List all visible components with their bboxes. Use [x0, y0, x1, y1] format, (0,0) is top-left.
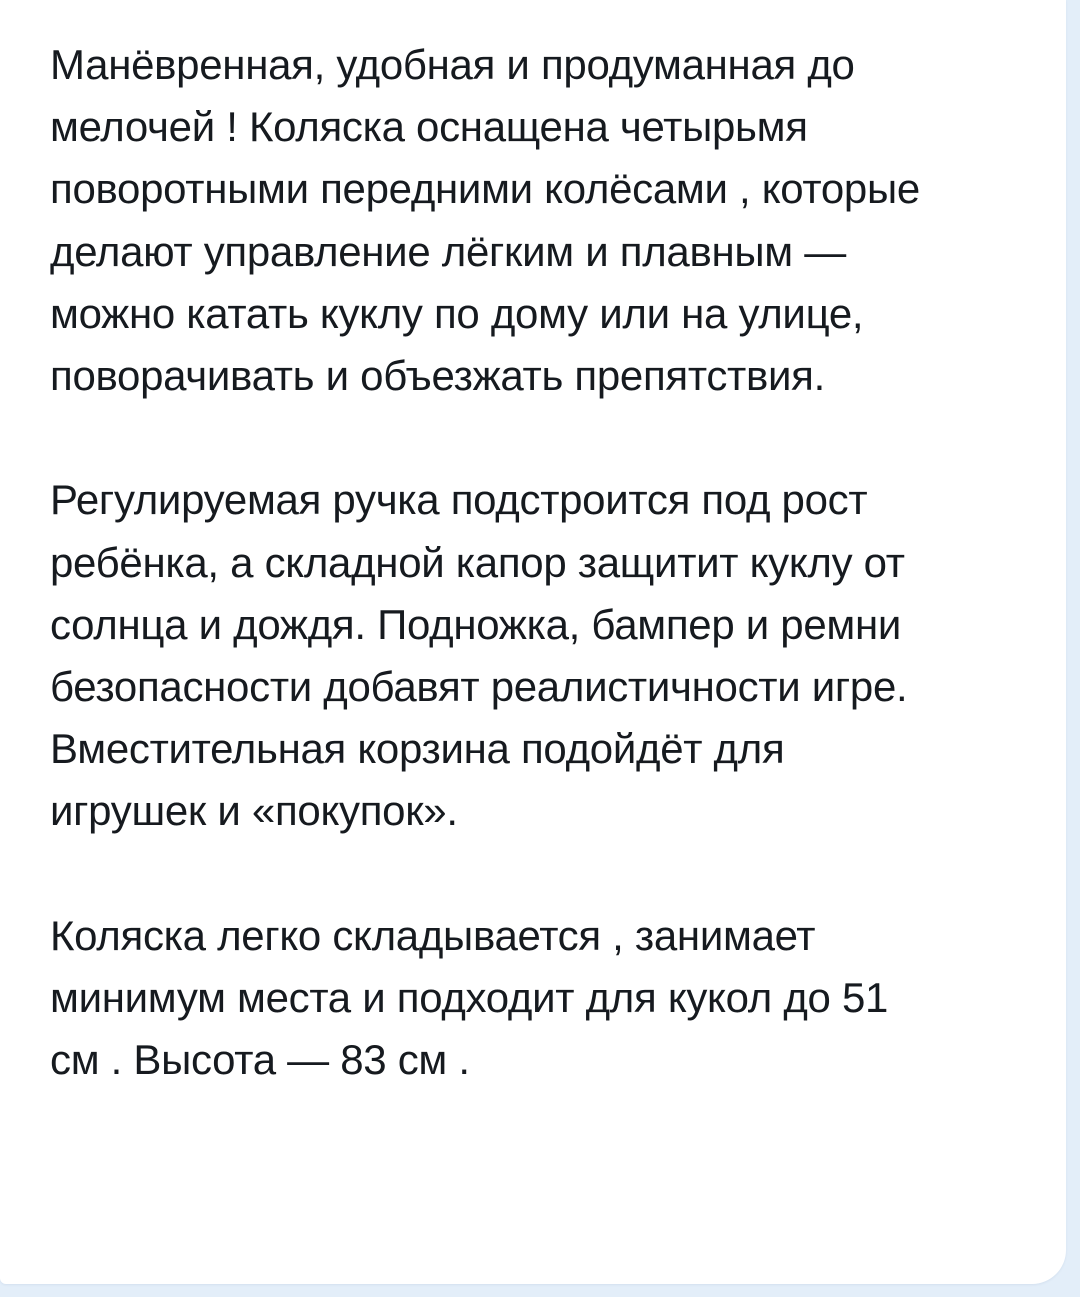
description-line: делают управление лёгким и плавным — [50, 227, 846, 275]
description-line: можно катать куклу по дому или на улице, [50, 289, 864, 337]
description-line: безопасности добавят реалистичности игре. [50, 663, 908, 711]
description-line: минимум места и подходит для кукол до 51 [50, 974, 889, 1022]
description-line: см . Высота — 83 см . [50, 1036, 470, 1084]
description-line: Вместительная корзина подойдёт для [50, 725, 785, 773]
description-line: игрушек и «покупок». [50, 787, 458, 835]
description-line: Регулируемая ручка подстроится под рост [50, 476, 868, 524]
description-line: поворотными передними колёсами , которые [50, 165, 920, 213]
description-line: мелочей ! Коляска оснащена четырьмя [50, 103, 808, 151]
product-description-text [50, 34, 1035, 1091]
paragraph-spacer [50, 843, 1035, 905]
description-line: солнца и дождя. Подножка, бампер и ремни [50, 600, 902, 648]
description-line: поворачивать и объезжать препятствия. [50, 352, 825, 400]
description-line: ребёнка, а складной капор защитит куклу от [50, 538, 905, 586]
description-line: Коляска легко складывается , занимает [50, 911, 816, 959]
paragraph-spacer [50, 407, 1035, 469]
description-line: Манёвренная, удобная и продуманная до [50, 41, 855, 88]
